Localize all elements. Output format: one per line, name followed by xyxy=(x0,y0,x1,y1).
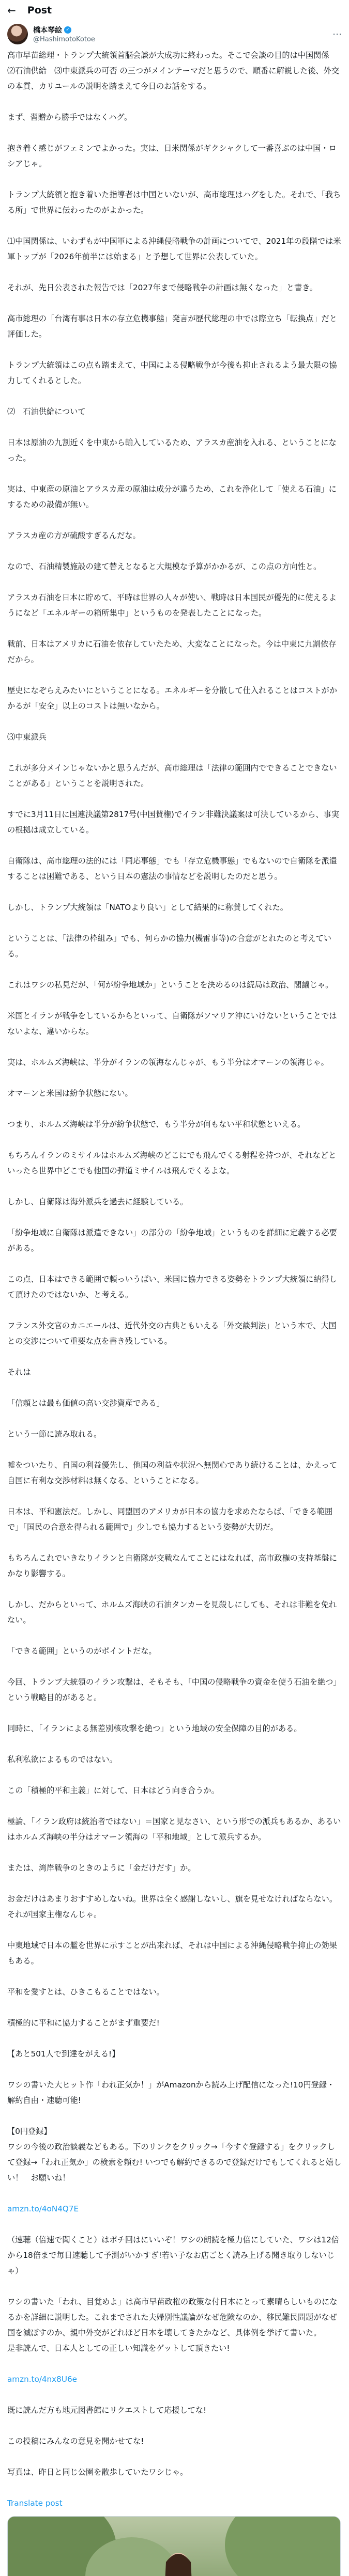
post-paragraph: ⑴中国関係は、いわずもが中国軍による沖縄侵略戦争の計画についてで、2021年の段階では米軍トップが「2026年前半には始まる」と予想して世界に公表していた。 xyxy=(7,237,341,261)
post-paragraph: アラスカ産の方が硫酸すぎるんだな。 xyxy=(7,531,141,540)
post-photo[interactable] xyxy=(7,2516,341,2576)
post-paragraph: 同時に、「イランによる無差別核攻撃を絶つ」という地域の安全保障の目的がある。 xyxy=(7,1724,302,1733)
post-paragraph: ワシの書いた大ヒット作「われ正気か！」がAmazonから読み上げ配信になった!10円登録・解約自由・速聴可能! xyxy=(7,2080,335,2105)
post-paragraph: アラスカ石油を日本に貯めて、平時は世界の人々が使い、戦時は日本国民が優先的に使えるようになど「エネルギーの箱所集中」というものを発表したことになった。 xyxy=(7,593,337,618)
post-paragraph: この点、日本はできる範囲で頼っいうぱい、米国に協力できる姿勢をトランプ大統領に納得して頂けたのではないか、と考える。 xyxy=(7,1275,337,1299)
post-paragraph: 私利私欲によるものではない。 xyxy=(7,1755,117,1764)
post-paragraph: もちろんこれでいきなりイランと自衛隊が交戦なんてことにはなれば、高市政権の支持基盤にかなり影響する。 xyxy=(7,1553,337,1578)
post-paragraph: まず、習贈から勝手ではなくハグ。 xyxy=(7,113,132,122)
amazon-link[interactable]: amzn.to/4nx8U6e xyxy=(7,2375,77,2384)
post-body xyxy=(0,48,349,2576)
author-header xyxy=(0,21,349,48)
post-text xyxy=(7,48,342,2480)
post-paragraph: 「紛争地域に自衛隊は派遣できない」の部分の「紛争地域」というものを詳細に定義する必要がある。 xyxy=(7,1228,337,1253)
more-options-icon[interactable]: ⋯ xyxy=(332,28,342,40)
post-paragraph: すでに3月11日に国連決議第2817号(中国賛権)でイラン非難決議案は可決しているから、事実の根拠は成立している。 xyxy=(7,810,339,835)
post-paragraph: この「積極的平和主義」に対して、日本はどう向き合うか。 xyxy=(7,1786,219,1795)
post-paragraph: または、湾岸戦争のときのように「金だけだす」か。 xyxy=(7,1863,196,1873)
post-paragraph: オマーンと米国は紛争状態にない。 xyxy=(7,1089,133,1098)
post-paragraph: という一節に読み取れる。 xyxy=(7,1430,102,1439)
post-paragraph: つまり、ホルムズ海峡は半分が紛争状態で、もう半分が何もない平和状態といえる。 xyxy=(7,1120,306,1129)
post-paragraph: 実は、ホルムズ海峡は、半分がイランの領海なんじゃが、もう半分はオマーンの領海じゃ。 xyxy=(7,1058,329,1067)
post-paragraph: 戦前、日本はアメリカに石油を依存していたため、大変なことになった。今は中東に九割依存だから。 xyxy=(7,639,337,664)
post-paragraph: 高市早苗総理・トランプ大統領首脳会談が大成功に終わった。そこで会談の目的は中国関係 ⑵石油供給 ⑶中東派兵の可否 の三つがメインテーマだと思うので、順番に解説した後、外交の本質、カリユールの説明を踏まえて今日のお話をする。 xyxy=(7,51,340,91)
post-paragraph: もちろんイランのミサイルはホルムズ海峡のどこにでも飛んでくる射程を持つが、それなどといったら世界中どこでも他国の弾道ミサイルは飛んでくるよな。 xyxy=(7,1151,337,1175)
post-paragraph: 実は、中東産の原油とアラスカ産の原油は成分が違うため、これを浄化して「使える石油」にするための設備が無い。 xyxy=(7,484,337,509)
post-paragraph: 嘘をついたり、自国の利益優先し、他国の利益や状況へ無関心であり続けることは、かえって自国に有利な交渉材料は無くなる、ということになる。 xyxy=(7,1460,337,1485)
post-paragraph: 米国とイランが戦争をしているからといって、自衛隊がソマリア沖にいけないということではないよな、違いからな。 xyxy=(7,1011,337,1036)
post-paragraph: （速聴（倍速で聞くこと）はポチ回はにいいぞ！ワシの朗読を極力倍にしていた、ワシは12倍から18倍まで毎日速聴して予測がいかすぎ!若い子なお店ごとく読み上げる聞き取りしないじゃ） xyxy=(7,2235,340,2275)
post-paragraph: 「信頼とは最も価値の高い交渉資産である」 xyxy=(7,1399,164,1408)
translate-post-link[interactable]: Translate post xyxy=(7,2499,63,2508)
page-title: Post xyxy=(27,5,52,16)
post-paragraph: 高市総理の「台湾有事は日本の存立危機事態」発言が歴代総理の中では際立ち「転換点」だと評価した。 xyxy=(7,314,337,339)
tree-shape xyxy=(225,2516,341,2576)
post-paragraph: トランプ大統領はこの点も踏まえて、中国による侵略戦争が今後も抑止されるよう最大限の協力してくれるとした。 xyxy=(7,360,337,385)
author-name[interactable]: 橋本琴絵 xyxy=(33,26,62,35)
person-figure xyxy=(147,2547,209,2576)
post-paragraph: ⑵ 石油供給について xyxy=(7,407,86,416)
verified-badge-icon: ✓ xyxy=(64,26,71,34)
author-handle[interactable]: @HashimotoKotoe xyxy=(33,36,95,43)
post-paragraph: 「できる範囲」というのがポイントだな。 xyxy=(7,1646,157,1656)
arrow-left-icon[interactable]: ← xyxy=(7,4,16,17)
amazon-link[interactable]: amzn.to/4oN4Q7E xyxy=(7,2204,79,2213)
post-paragraph: 平和を愛すとは、ひきこもることではない。 xyxy=(7,1987,164,1997)
post-paragraph: 自衛隊は、高市総理の法的には「同応事態」でも「存立危機事態」でもないので自衛隊を派遣することは困難である、という日本の憲法の事情などを説明したのだと思う。 xyxy=(7,856,337,881)
top-bar xyxy=(0,0,349,21)
post-paragraph: これはワシの私見だが、「何が紛争地域か」ということを決めるのは続局は政治、閣議じゃ。 xyxy=(7,980,333,989)
avatar[interactable] xyxy=(7,24,28,44)
post-paragraph: トランプ大統領と抱き着いた指導者は中国といないが、高市総理はハグをした。それで、「我ちる所」で世界に伝わったのがよかった。 xyxy=(7,190,341,215)
post-paragraph: それが、先日公表された報告では「2027年まで侵略戦争の計画は無くなった」と書き。 xyxy=(7,283,317,292)
post-paragraph: 既に読んだ方も地元図書館にリクエストして応援してな! xyxy=(7,2406,207,2415)
post-paragraph: 積極的に平和に協力することがまず重要だ! xyxy=(7,2018,160,2028)
post-paragraph: 中東地域で日本の艦を世界に示すことが出来れば、それは中国による沖縄侵略戦争抑止の効果もある。 xyxy=(7,1941,337,1966)
post-paragraph: これが多分メインじゃないかと思うんだが、高市総理は「法律の範囲内でできることできないことがある」ということを説明された。 xyxy=(7,763,337,788)
post-paragraph: ワシの書いた「われ、目覚めよ」は高市早苗政権の政策な付日本にとって素晴らしいものになるかを詳細に説明した。これまでされた夫婦別性議論がなぜ危険なのか、移民難民問題がなぜ国を滅ぼすのか、親中外交がどれほど日本を壊してきたかなど、具体例を挙げて書いた。 是非読んで、日本人としての正しい知識をゲットして頂きたい! xyxy=(7,2297,338,2353)
post-paragraph: お金だけはあまりおすすめしないね。世界は全く感謝しないし、旗を見せなければならない。それが国家主権なんじゃ。 xyxy=(7,1894,338,1919)
post-paragraph: ということは、「法律の枠組み」でも、何らかの協力(機雷事等)の合意がとれたのと考えている。 xyxy=(7,934,331,959)
post-paragraph: フランス外交官のカニエールは、近代外交の古典ともいえる「外交談判法」という本で、大国との交渉について重要な点を書き残している。 xyxy=(7,1321,337,1346)
post-paragraph: 写真は、昨日と同じ公園を散歩していたワシじゃ。 xyxy=(7,2468,188,2477)
post-paragraph: 抱き着く感じがフェミンでよかった。実は、日米関係がギクシャクして一番喜ぶのは中国・ロシアじゃ。 xyxy=(7,144,337,168)
post-paragraph: 今回、トランプ大統領のイラン攻撃は、そもそも、「中国の侵略戦争の資金を使う石油を絶つ」という戦略目的があると。 xyxy=(7,1677,341,1702)
post-paragraph: しかし、トランプ大統領は「NATOより良い」として結果的に称賛してくれた。 xyxy=(7,903,288,912)
post-paragraph: 日本は原油の九割近くを中東から輸入しているため、アラスカ産油を入れる、ということになった。 xyxy=(7,438,337,463)
post-paragraph: 極論、「イラン政府は統治者ではない」＝国家と見なさい、という形での派兵もあるか、あるいはホルムズ海峡の半分はオマーン領海の「平和地域」として派兵するか。 xyxy=(7,1817,341,1842)
post-paragraph: ⑶中東派兵 xyxy=(7,732,47,742)
post-paragraph: しかし、だからといって、ホルムズ海峡の石油タンカーを見殺しにしても、それは非難を免れない。 xyxy=(7,1600,337,1625)
post-paragraph: 歴史になぞらえみたいにということになる。エネルギーを分散して仕入れることはコストがかかるが「安全」以上のコストは無いなから。 xyxy=(7,686,337,711)
post-paragraph: この投稿にみんなの意見を聞かせてな! xyxy=(7,2437,144,2446)
post-paragraph: 【あと501人で到達をがえる!】 xyxy=(7,2049,120,2059)
post-paragraph: それは xyxy=(7,1368,31,1377)
post-paragraph: しかし、自衛隊は海外派兵を過去に経験している。 xyxy=(7,1197,188,1206)
post-paragraph: 【0円登録】 ワシの今後の政治談義などもある。下のリンクをクリック→「今すぐ登録する」をクリックして登録→「われ正気か」の検索を頼む! いつでも解約できるので登録だけでもしてくれると嬉しい！ お願いね！ xyxy=(7,2127,342,2182)
post-paragraph: なので、石油精製施設の建て替えとなると大規模な予算がかかるが、この点の方向性と。 xyxy=(7,562,322,571)
post-paragraph: 日本は、平和憲法だ。しかし、同盟国のアメリカが日本の協力を求めたならば、「できる範囲で」「国民の合意を得られる範囲で」少しでも協力するという姿勢が大切だ。 xyxy=(7,1507,333,1532)
